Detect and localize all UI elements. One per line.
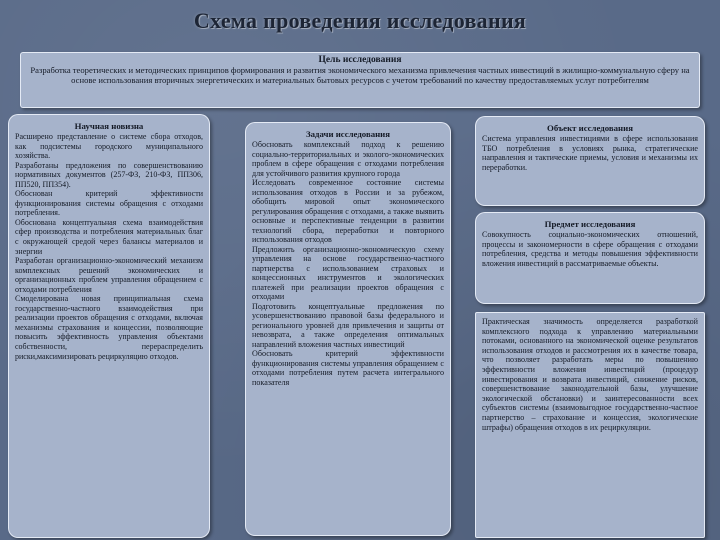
task-item: Подготовить концептуальные предложения по усовершенствованию правовой базы федерального и регионального уровней для привлечения и защиты от невозврата, а также определения оптимальных направлений вложения частных инвестиций — [252, 301, 444, 349]
novelty-item: Смоделирована новая принципиальная схема государственно-частного взаимодействия при реализации проектов обращения с отходами, включая механизмы страхования и концессии, позволяющие повысить эффективность управления объектами собственности, перераспределить риски,максимизировать рециркуляцию отходов. — [15, 294, 203, 361]
novelty-heading: Научная новизна — [74, 121, 144, 131]
tasks-box — [245, 122, 451, 536]
novelty-body — [15, 132, 203, 361]
novelty-item: Обоснована концептуальная схема взаимодействия сфер производства и потребления материальных благ с окружающей средой через балансы материалов и энергии — [15, 217, 203, 256]
task-item: Обосновать комплексный подход к решению социально-территориальных и эколого-экономических проблем в сфере обращения с отходами потребления для устойчивого развития крупного города — [252, 140, 444, 178]
subject-heading: Предмет исследования — [544, 219, 636, 229]
task-item: Исследовать современное состояние системы использования отходов в России и за рубежом, обобщить мировой опыт экономического регулирования обращения с отходами, а также выявить основные и перспективные тенденции в развитии технологий сбора, переработки и повторного использования отходов — [252, 178, 444, 244]
novelty-item: Разработан организационно-экономический механизм комплексных решений экономических и организационных проблем управления обращением с отходами потребления — [15, 256, 203, 294]
goal-box — [20, 52, 700, 108]
goal-heading: Цель исследования — [318, 55, 402, 65]
novelty-box — [8, 114, 210, 538]
object-box — [475, 116, 705, 206]
task-item: Предложить организационно-экономическую схему управления на основе государственно-частного партнерства с использованием страховых и концессионных инструментов и экологических платежей при реализации проектов обращения с отходами — [252, 244, 444, 301]
tasks-heading: Задачи исследования — [305, 129, 391, 139]
goal-text: Разработка теоретических и методических принципов формирования и развития экономического механизма привлечения частных инвестиций в жилищно-коммунальную сферу на основе использования вторичных энергетических и материальных бытовых ресурсов с учетом требований по качеству предоставляемых услуг потребителям — [30, 65, 690, 86]
subject-text: Совокупность социально-экономических отношений, процессы и закономерности в сфере обращения с отходами потребления, средства и методы повышения эффективности вложения инвестиций в рассматриваемые объекты. — [482, 230, 698, 268]
object-text: Система управления инвестициями в сфере использования ТБО потребления в условиях рынка, стратегические направления и тактические приемы, условия и механизмы их переработки. — [482, 134, 698, 172]
object-heading: Объект исследования — [547, 123, 633, 133]
novelty-item: Разработаны предложения по совершенствованию нормативных документов (257-ФЗ, 210-ФЗ, ПП306, ПП520, ПП354). — [15, 160, 203, 189]
practical-significance-box — [475, 312, 705, 538]
practical-text: Практическая значимость определяется разработкой комплексного подхода к управлению материальными потоками, основанного на экономической оценке результатов использования отходов и рассмотрения их в качестве товара, что позволяет разработать меры по повышению эффективности вложения инвестиций (процедур инвестирования и возврата инвестиций, снижение рисков, совершенствование законодательной базы, улучшение экологической обстановки) и заинтересованности всех субъектов системы (взаимовыгодное государственно-частное партнерство – страхование и концессия, экологические штрафы) обращения отходов в их рециркуляции. — [482, 317, 698, 432]
novelty-item: Расширено представление о системе сбора отходов, как подсистемы городского муниципального хозяйства. — [15, 132, 203, 161]
page-title: Схема проведения исследования — [193, 8, 527, 33]
subject-box — [475, 212, 705, 304]
tasks-body — [252, 140, 444, 387]
task-item: Обосновать критерий эффективности функционирования системы управления обращением с отходами потребления путем расчета интегрального показателя — [252, 349, 444, 387]
novelty-item: Обоснован критерий эффективности функционирования системы обращения с отходами потребления. — [15, 189, 203, 218]
